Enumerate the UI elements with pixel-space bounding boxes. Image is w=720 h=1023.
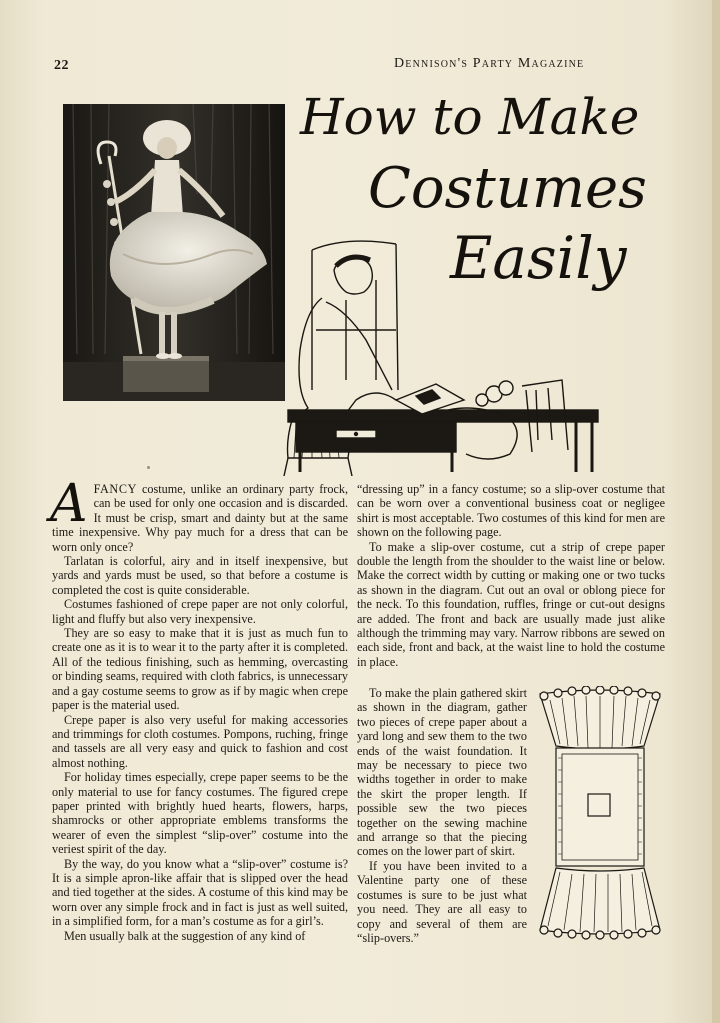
paragraph-11: To make the plain gathered skirt as shown in the diagram, gather two pieces of crepe paper about a yard long and sew them to the two ends of the waist foundation. It may be necessary to piece two widths together in order to make the skirt the proper length. If possible sew the two pieces together on the sewing machine and arrange so that the piecing comes on the lower part of skirt.: [357, 686, 527, 859]
article-left-column: [50, 474, 348, 943]
paragraph-5: Crepe paper is also very useful for making accessories and trimmings for cloth costumes. Pompons, ruching, fringe and tassels are all very easy and quick to fashion and cost almost nothing.: [52, 712, 348, 770]
drop-cap: A: [50, 474, 88, 534]
title-line-3: Easily: [450, 224, 627, 292]
paragraph-1-text: costume, unlike an ordinary party frock, can be used for only one occasion and is discarded. It must be crisp, smart and dainty but at the same time inexpensive. Why pay much for a dress that can be worn only once?: [52, 482, 348, 554]
paragraph-4: They are so easy to make that it is just as much fun to create one as it is to wear it to the party after it is completed. All of the tedious finishing, such as hemming, overcasting or binding seams, required with cloth fabrics, is unnecessary and a gay costume seems to grow as if by magic when crepe paper is the material used.: [52, 626, 348, 713]
running-head: Dennison's Party Magazine: [394, 56, 585, 71]
paragraph-7: By the way, do you know what a “slip-over” costume is? It is a simple apron-like affair that is slipped over the head and tied together at the sides. A costume of this kind may be worn over any simple frock and in fact is just as well suited, in a simplified form, for a man’s costume as for a girl’s.: [52, 856, 348, 929]
paragraph-8: Men usually balk at the suggestion of any kind of: [64, 928, 306, 943]
paragraph-2: Tarlatan is colorful, airy and in itself inexpensive, but yards and yards must be used, so that before a costume is completed the cost is quite considerable.: [52, 554, 348, 597]
woman-at-desk-illustration: [226, 240, 610, 476]
page-speck: [147, 466, 150, 469]
lead-word: FANCY: [93, 482, 137, 496]
paragraph-1: [50, 474, 348, 554]
title-line-1: How to Make: [300, 88, 640, 146]
paragraph-9: “dressing up” in a fancy costume; so a slip-over costume that can be worn over a conventional business coat or negligee shirt is most acceptable. Two costumes of this kind for men are shown on the following page.: [357, 482, 665, 540]
page-number: 22: [54, 58, 69, 73]
article-right-column: [357, 482, 665, 669]
slip-over-diagram: [536, 686, 664, 940]
paragraph-12: If you have been invited to a Valentine party one of these costumes is sure to be just what you need. They are all easy to copy and several of them are “slip-overs.”: [357, 858, 527, 945]
paragraph-6: For holiday times especially, crepe paper seems to be the only material to use for fancy costumes. The figured crepe paper printed with brightly hued hearts, flowers, harps, shamrocks or other appropriate emblems transforms the wearer of even the simplest “slip-over” costume into the veriest spirit of the day.: [52, 770, 348, 857]
paragraph-10: To make a slip-over costume, cut a strip of crepe paper double the length from the shoulder to the waist line or below. Make the correct width by cutting or making one or two tucks as shown in the diagram. Cut out an oval or oblong piece for the neck. To this foundation, ruffles, fringe or cut-out designs are added. The front and back are usually made just alike although the trimming may vary. Narrow ribbons are sewed on each side, front and back, at the waist line to hold the costume in place.: [357, 539, 665, 669]
paragraph-3: Costumes fashioned of crepe paper are not only colorful, light and fluffy but also very inexpensive.: [52, 597, 348, 626]
title-line-2: Costumes: [368, 156, 647, 221]
page-edge: [712, 0, 720, 1023]
article-right-narrow-column: [357, 686, 527, 945]
